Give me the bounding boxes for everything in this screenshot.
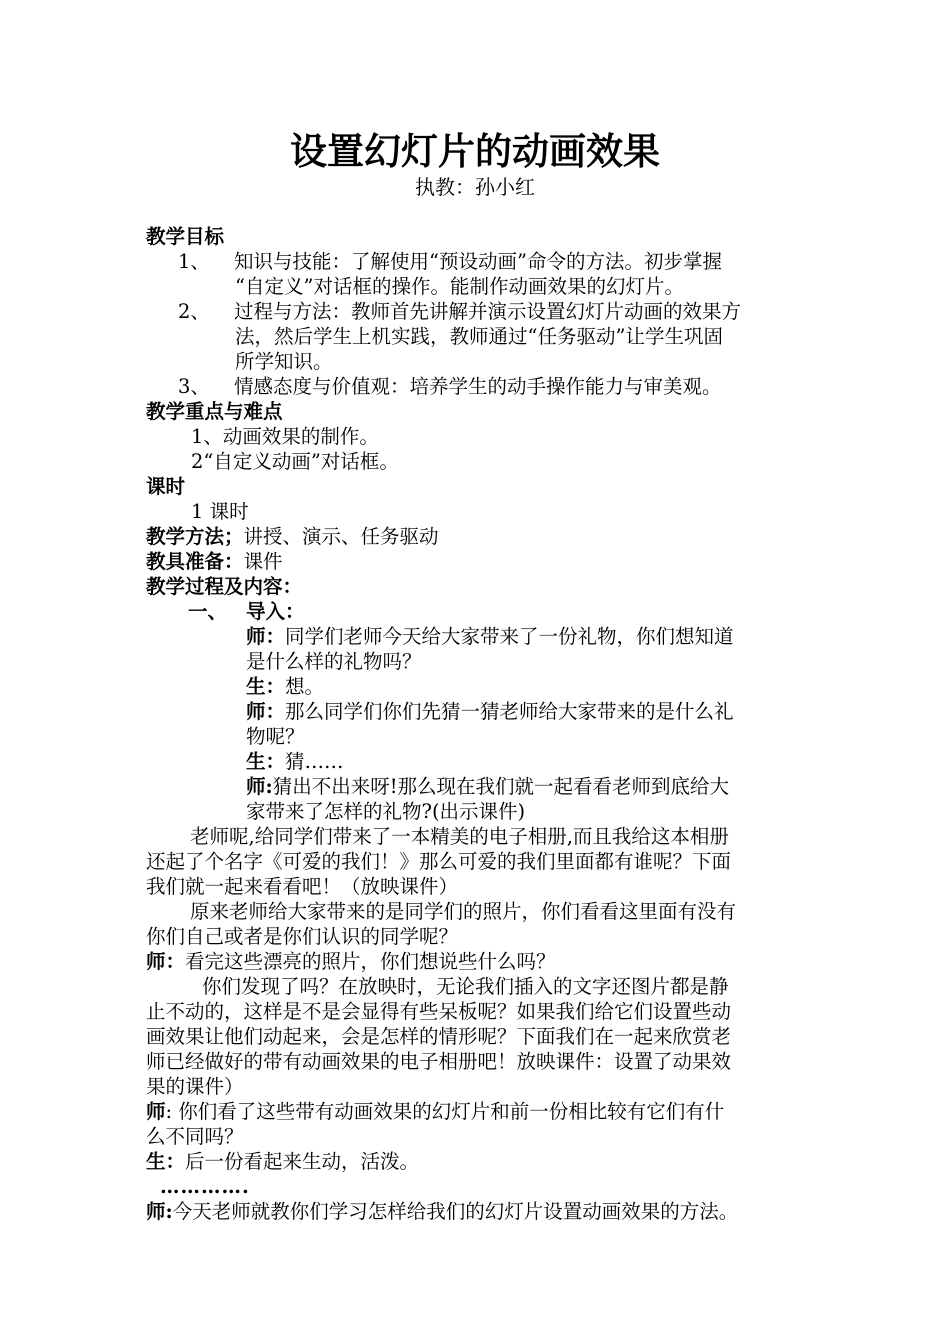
speaker-label: 师： [246,625,286,648]
speaker-label: 生： [246,750,286,773]
dialogue-line [146,1149,814,1174]
speaker-label: 师: [246,775,273,798]
dialogue-cont: 家带来了怎样的礼物?(出示课件) [246,800,526,823]
goal-item-2-cont: 法，然后学生上机实践，教师通过“任务驱动”让学生巩固 [235,325,723,348]
ellipsis-line: …………. [160,1175,250,1198]
dialogue-text: : 你们看了这些带有动画效果的幻灯片和前一份相比较有它们有什 [165,1100,725,1123]
speaker-label: 生： [146,1150,186,1173]
section-heading-goals: 教学目标 [146,225,225,248]
goal-number: 1、 [178,250,210,273]
dialogue-text: 今天老师就教你们学习怎样给我们的幻灯片设置动画效果的方法。 [172,1200,739,1223]
author-line: 执教：孙小红 [415,175,535,199]
goal-item-1-cont: “自定义”对话框的操作。能制作动画效果的幻灯片。 [235,275,684,298]
dialogue-line [146,674,814,699]
page-title: 设置幻灯片的动画效果 [290,130,660,173]
goal-text: 过程与方法：教师首先讲解并演示设置幻灯片动画的效果方 [234,300,742,323]
goal-text: 情感态度与价值观：培养学生的动手操作能力与审美观。 [234,375,722,398]
paragraph-line: 我们就一起来看看吧！（放映课件） [146,875,459,898]
method-value: 讲授、演示、任务驱动 [243,525,439,548]
goal-number: 3、 [178,375,210,398]
dialogue-cont: 是什么样的礼物吗？ [246,650,422,673]
goal-item-3 [146,374,814,399]
paragraph-line: 师已经做好的带有动画效果的电子相册吧！放映课件：设置了动果效 [146,1050,732,1073]
goal-item-2-cont: 所学知识。 [235,350,333,373]
section-title: 导入： [246,600,305,623]
paragraph-line: 果的课件） [146,1075,244,1098]
dialogue-cont: 物呢？ [246,725,305,748]
key-point-item: 1、动画效果的制作。 [191,425,379,448]
paragraph-line: 还起了个名字《可爱的我们！》那么可爱的我们里面都有谁呢？下面 [146,850,732,873]
dialogue-text: 同学们老师今天给大家带来了一份礼物，你们想知道 [285,625,734,648]
tools-label: 教具准备： [146,550,244,573]
section-heading-key-points: 教学重点与难点 [146,400,283,423]
paragraph-line: 止不动的，这样是不是会显得有些呆板呢？如果我们给它们设置些动 [146,1000,732,1023]
dialogue-line [146,949,814,974]
key-point-item: 2“自定义动画”对话框。 [191,450,399,473]
dialogue-cont: 么不同吗？ [146,1125,244,1148]
dialogue-line [146,1199,814,1224]
paragraph-line: 你们发现了吗？在放映时，无论我们插入的文字还图片都是静 [202,975,729,998]
speaker-label: 生： [246,675,286,698]
paragraph-line: 老师呢,给同学们带来了一本精美的电子相册,而且我给这本相册 [190,825,729,848]
paragraph-line: 画效果让他们动起来，会是怎样的情形呢？下面我们在一起来欣赏老 [146,1025,732,1048]
dialogue-text: 后一份看起来生动，活泼。 [185,1150,420,1173]
speaker-label: 师： [246,700,286,723]
method-line [146,524,814,549]
dialogue-text: 看完这些漂亮的照片，你们想说些什么吗？ [185,950,556,973]
goal-text: 知识与技能：了解使用“预设动画”命令的方法。初步掌握 [234,250,722,273]
tools-value: 课件 [243,550,283,573]
dialogue-text: 猜…… [285,750,344,773]
section-number: 一、 [188,600,228,623]
dialogue-text: 猜出不出来呀!那么现在我们就一起看看老师到底给大 [272,775,730,798]
dialogue-line [146,774,814,799]
dialogue-text: 想。 [285,675,325,698]
section-heading-class-hours: 课时 [146,475,186,498]
goal-item-1 [146,249,814,274]
goal-number: 2、 [178,300,210,323]
speaker-label: 师： [146,950,186,973]
paragraph-line: 原来老师给大家带来的是同学们的照片，你们看看这里面有没有 [190,900,737,923]
document-body [146,224,814,1224]
speaker-label: 师 [146,1100,166,1123]
paragraph-line: 你们自己或者是你们认识的同学呢？ [146,925,459,948]
goal-item-2 [146,299,814,324]
dialogue-line [146,749,814,774]
dialogue-line [146,699,814,724]
class-hours-value: 1 课时 [191,500,249,523]
method-label: 教学方法； [146,525,244,548]
speaker-label: 师: [146,1200,173,1223]
dialogue-text: 那么同学们你们先猜一猜老师给大家带来的是什么礼 [285,700,734,723]
dialogue-line [146,1099,814,1124]
dialogue-line [146,624,814,649]
section-heading-process: 教学过程及内容： [146,575,303,598]
process-section-1 [146,599,814,624]
tools-line [146,549,814,574]
